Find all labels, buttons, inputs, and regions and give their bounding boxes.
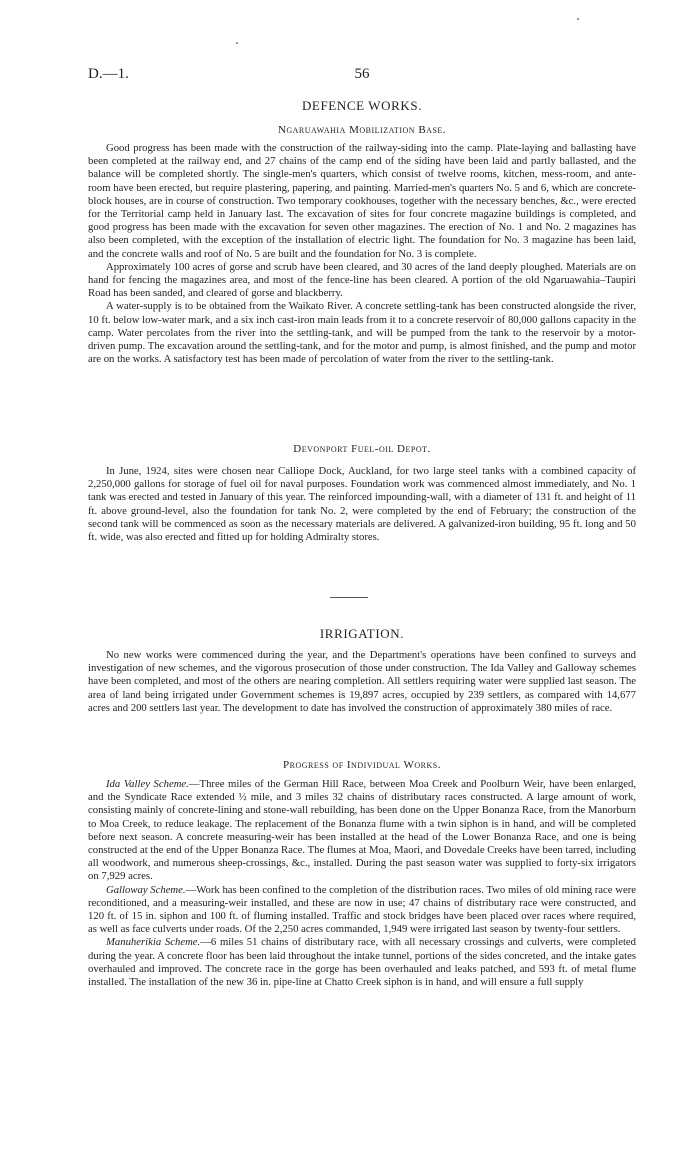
- scan-speck: [236, 42, 238, 44]
- scheme-title: Ida Valley Scheme.: [106, 778, 189, 790]
- scheme-text: —6 miles 51 chains of distributary race, with all necessary crossings and culverts, were completed during the year. A concrete floor has been laid throughout the intake tunnel, portions of the sides concreted, and the intake gates overhauled and improved. The concrete race in the gorge has been overhauled and leaks patched, and 593 ft. of metal flume installed. The installation of the new 36 in. pipe-line at Chatto Creek siphon is in hand, and will ensure a full supply: [88, 936, 637, 989]
- scheme-text: —Work has been confined to the completion of the distribution races. Two miles of old mining race were reconditioned, and a measuring-weir installed, and these are now in use; 47 chains of distributary race were constructed, and 120 ft. of 15 in. siphon and 100 ft. of fluming installed. Traffic and stock bridges have been placed over races where required, as well as face culverts under roads. Of the 2,250 acres commanded, 1,949 were irrigated last season by twenty-four settlers.: [88, 883, 636, 936]
- section-title-defence: DEFENCE WORKS.: [301, 98, 423, 113]
- scheme-text: —Three miles of the German Hill Race, between Moa Creek and Poolburn Weir, have been enlarged, and the Syndicate Race extended ½ mile, and 3 miles 32 chains of distributary races constructed. A large amount of work, consisting mainly of concrete-lining and stone-wall rebuilding, has been done on the Upper Bonanza Race, from the Manorburn to Moa Creek, to reduce leakage. The replacement of the Bonanza flume with a twin siphon is in hand, and will be completed before next season. A concrete measuring-weir has been installed at the head of the Lower Bonanza Race, and one is being constructed at the end of the Upper Bonanza Race. The flumes at Moa, Maori, and Dovedale Creeks have been tarred, including all woodwork, and numerous sheep-crossings, &c., installed. During the past season water was supplied to forty-six irrigators on 7,929 acres.: [88, 778, 637, 883]
- scheme-paragraph-galloway: [88, 884, 636, 937]
- scan-speck: [577, 18, 579, 20]
- scheme-title: Manuherikia Scheme.: [106, 936, 201, 949]
- page-number: 56: [354, 66, 370, 82]
- irrigation-section: [88, 626, 636, 715]
- subheading-progress: Progress of Individual Works.: [283, 759, 441, 771]
- scheme-paragraph-manuherikia: [88, 936, 636, 989]
- scheme-paragraph-ida-valley: [88, 778, 636, 884]
- section-title-irrigation: IRRIGATION.: [319, 626, 405, 641]
- paragraph: Approximately 100 acres of gorse and scrub have been cleared, and 30 acres of the land deeply ploughed. Materials are on hand for fencing the magazines area, and most of the fence-line has been cleared. A portion of the old Ngaruawahia–Taupiri Road has been sanded, and cleared of gorse and blackberry.: [88, 260, 636, 300]
- ngaruawahia-subsection: [88, 123, 636, 366]
- defence-works-section: [88, 98, 636, 114]
- paragraph: No new works were commenced during the year, and the Department's operations have been confined to surveys and investigation of new schemes, and the vigorous prosecution of those under construction. The Ida Valley and Galloway schemes have been completed, and most of the others are nearing completion. All settlers requiring water were supplied last season. The area of land being irrigated under Government schemes is 19,897 acres, occupied by 239 settlers, as compared with 14,677 acres and 200 settlers last year. The development to date has involved the construction of approximately 380 miles of race.: [88, 649, 636, 714]
- scheme-title: Galloway Scheme.: [106, 883, 186, 896]
- devonport-subsection: [88, 442, 636, 544]
- section-divider: [330, 597, 368, 598]
- page-header: [88, 66, 636, 86]
- paragraph: Good progress has been made with the construction of the railway-siding into the camp. Plate-laying and ballasting have been completed at the railway end, and 27 chains of the camp end of the siding have been laid and partly ballasted, and the balance will be completed shortly. The single-men's quarters, which consist of twelve rooms, kitchen, mess-room, and ante-room have been erected, but require plastering, papering, and painting. Married-men's quarters No. 5 and 6, which are concrete-block houses, are in course of construction. Two temporary cookhouses, together with the necessary benches, &c., were erected for the Territorial camp held in January last. The excavation of sites for four concrete magazine buildings is completed, and good progress has been made with the excavation for seven other magazines. The erection of No. 1 and No. 2 magazines has also been completed, with the exception of the installation of electric light. The foundation for No. 3 magazine has been laid, and the concrete walls and roof of No. 5 are built and the foundation for No. 3 is complete.: [88, 142, 636, 260]
- paragraph: In June, 1924, sites were chosen near Calliope Dock, Auckland, for two large steel tanks with a combined capacity of 2,250,000 gallons for storage of fuel oil for naval purposes. Foundation work was commenced almost immediately, and No. 1 tank was erected and tested in January of this year. The reinforced impounding-wall, with a diameter of 131 ft. and height of 11 ft. above ground-level, also the foundation for tank No. 2, were completed by the end of February; the construction of the second tank will be commenced as soon as the necessary materials are delivered. A galvanized-iron building, 95 ft. long and 50 ft. wide, was also erected and fitted up for holding Admiralty stores.: [88, 465, 636, 544]
- progress-subsection: [88, 758, 636, 989]
- document-reference: D.—1.: [88, 66, 129, 82]
- paragraph: A water-supply is to be obtained from the Waikato River. A concrete settling-tank has been constructed alongside the river, 10 ft. below low-water mark, and a six inch cast-iron main leads from it to a concrete reservoir of 80,000 gallons capacity in the camp. Water percolates from the river into the settling-tank, and will be pumped from the tank to the reservoir by a motor-driven pump. The excavation around the settling-tank, and for the motor and pump, is almost finished, and the pump and motor are on the works. A satisfactory test has been made of percolation of water from the river to the settling-tank.: [88, 300, 636, 366]
- subheading-ngaruawahia: Ngaruawahia Mobilization Base.: [277, 124, 447, 136]
- subheading-devonport: Devonport Fuel-oil Depot.: [293, 443, 431, 455]
